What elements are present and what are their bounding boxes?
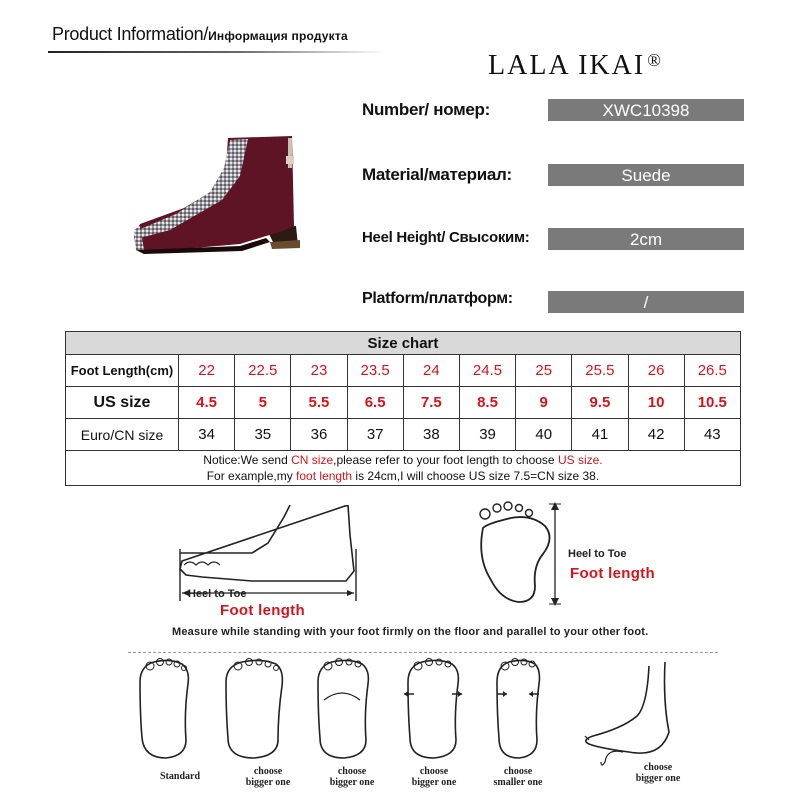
- brand-name: LALA IKAI: [488, 50, 646, 81]
- foot-shape-side-high-arch: [585, 662, 669, 765]
- size-notice: [66, 451, 741, 486]
- caption-line: Standard: [159, 771, 200, 782]
- euro-size-cell: 41: [572, 419, 628, 451]
- foot-length-cell: 26: [628, 355, 684, 387]
- toe-icon: [493, 504, 501, 512]
- euro-size-cell: 34: [179, 419, 235, 451]
- foot-length-cell: 25.5: [572, 355, 628, 387]
- zipper-pull: [286, 156, 294, 164]
- foot-length-cell: 23.5: [347, 355, 403, 387]
- caption-bigger-1: [228, 766, 308, 788]
- title-underline: [48, 51, 386, 53]
- caption-bigger-3: [394, 766, 474, 788]
- foot-length-cell: 24: [403, 355, 459, 387]
- spec-label-material: Material/материал:: [362, 165, 512, 184]
- euro-size-label: Euro/CN size: [66, 419, 179, 451]
- foot-side-outline: [180, 505, 354, 581]
- boot-image: [130, 130, 310, 255]
- euro-size-cell: 38: [403, 419, 459, 451]
- caption-bigger-2: [312, 766, 392, 788]
- caption-line: bigger one: [329, 777, 375, 788]
- spec-label-number: Number/ номер:: [362, 100, 490, 119]
- euro-size-cell: 36: [291, 419, 347, 451]
- side-foot-length-label: Foot length: [220, 602, 305, 619]
- foot-length-cell: 24.5: [459, 355, 515, 387]
- euro-size-cell: 35: [235, 419, 291, 451]
- us-size-cell: 6.5: [347, 387, 403, 419]
- notice-text: ,please refer to your foot length to choose: [333, 453, 558, 467]
- size-chart-title: Size chart: [66, 332, 741, 355]
- us-size-cell: 10.5: [684, 387, 740, 419]
- us-size-cell: 5: [235, 387, 291, 419]
- brand-logo: [488, 50, 663, 82]
- spec-value-material: Suede: [548, 164, 744, 186]
- foot-length-row: [66, 355, 741, 387]
- caption-line: choose: [643, 762, 673, 773]
- side-heel-to-toe-label: Heel to Toe: [188, 588, 247, 600]
- registered-mark: ®: [647, 50, 663, 70]
- footprint-diagram: [465, 500, 585, 608]
- toe-icon: [526, 510, 533, 517]
- us-size-cell: 7.5: [403, 387, 459, 419]
- foot-shape-standard: [140, 659, 188, 759]
- caption-line: bigger one: [245, 777, 291, 788]
- us-size-label: US size: [66, 387, 179, 419]
- euro-size-row: [66, 419, 741, 451]
- notice-highlight-cn-size: CN size: [291, 453, 334, 467]
- foot-shape-high-instep: [318, 659, 368, 759]
- notice-text: is 24cm,I will choose US size 7.5=CN size 38.: [352, 469, 600, 483]
- size-chart-table: [65, 331, 741, 486]
- caption-standard: [140, 771, 220, 782]
- us-size-cell: 4.5: [179, 387, 235, 419]
- spec-label-platform: Platform/платформ:: [362, 290, 513, 307]
- spec-value-platform: /: [548, 291, 744, 313]
- spec-value-number: XWC10398: [548, 99, 744, 121]
- caption-line: choose: [253, 766, 283, 777]
- foot-length-cell: 26.5: [684, 355, 740, 387]
- notice-text: Notice:We send: [203, 453, 292, 467]
- foot-length-label: Foot Length(cm): [66, 355, 179, 387]
- us-size-cell: 9.5: [572, 387, 628, 419]
- foot-length-cell: 25: [516, 355, 572, 387]
- us-size-row: [66, 387, 741, 419]
- top-heel-to-toe-label: Heel to Toe: [568, 548, 627, 560]
- footprint-outline: [481, 517, 549, 602]
- title-en: Product Information/: [52, 24, 209, 44]
- caption-bigger-4: [618, 762, 698, 784]
- foot-shapes-row: [128, 652, 728, 767]
- euro-size-cell: 43: [684, 419, 740, 451]
- notice-row: [66, 451, 741, 486]
- spec-value-heel-height: 2cm: [548, 228, 744, 250]
- caption-line: bigger one: [635, 773, 681, 784]
- euro-size-cell: 40: [516, 419, 572, 451]
- caption-line: choose: [337, 766, 367, 777]
- caption-line: choose: [419, 766, 449, 777]
- top-foot-length-label: Foot length: [570, 565, 655, 582]
- caption-line: smaller one: [493, 777, 543, 788]
- foot-length-cell: 23: [291, 355, 347, 387]
- foot-shape-narrow: [497, 659, 540, 759]
- us-size-cell: 8.5: [459, 387, 515, 419]
- spec-label-heel-height: Heel Height/ Свысоким:: [362, 229, 530, 246]
- us-size-cell: 9: [516, 387, 572, 419]
- us-size-cell: 5.5: [291, 387, 347, 419]
- measure-note: Measure while standing with your foot firmly on the floor and parallel to your other foot.: [172, 626, 649, 638]
- foot-length-cell: 22.5: [235, 355, 291, 387]
- notice-highlight-us-size: US size.: [557, 453, 603, 467]
- toe-icon: [516, 505, 523, 512]
- euro-size-cell: 39: [459, 419, 515, 451]
- foot-length-cell: 22: [179, 355, 235, 387]
- toes-lines: [184, 562, 220, 565]
- euro-size-cell: 42: [628, 419, 684, 451]
- us-size-cell: 10: [628, 387, 684, 419]
- caption-line: bigger one: [411, 777, 457, 788]
- toe-icon: [480, 509, 490, 519]
- page-title: [52, 24, 348, 45]
- caption-line: choose: [503, 766, 533, 777]
- notice-text: For example,my: [206, 469, 297, 483]
- euro-size-cell: 37: [347, 419, 403, 451]
- foot-shape-wide: [226, 659, 282, 759]
- foot-shape-wide-forefoot: [404, 659, 462, 759]
- toe-icon: [504, 502, 512, 510]
- caption-smaller: [478, 766, 558, 788]
- title-ru: Информация продукта: [208, 29, 348, 43]
- notice-highlight-foot-length: foot length: [296, 469, 353, 483]
